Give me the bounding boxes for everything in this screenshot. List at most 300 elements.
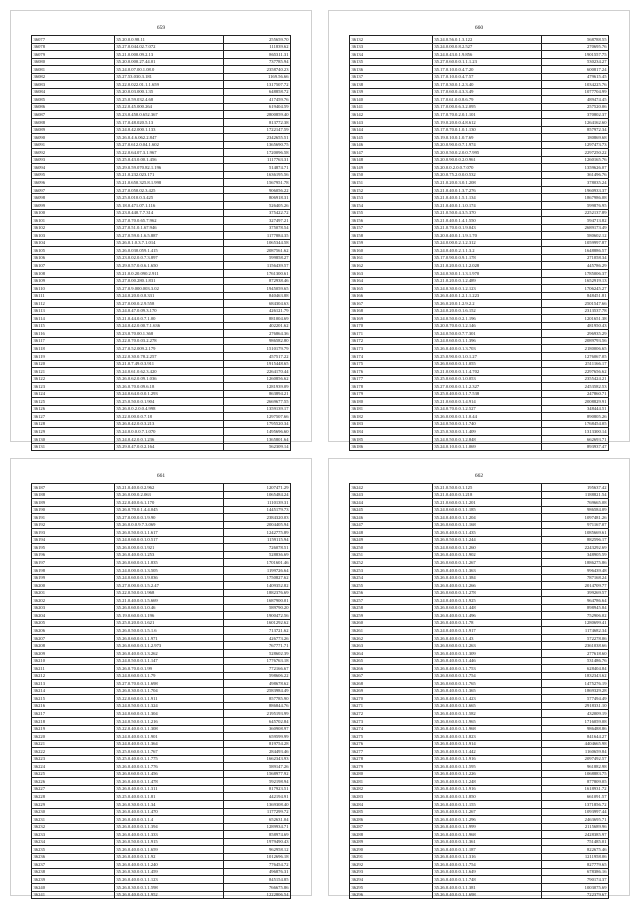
- code-cell: 35.26.0.40.0.0.1.1.470: [114, 808, 223, 816]
- amount-cell: 2115689.96: [541, 823, 608, 831]
- row-id-cell: 36266: [350, 665, 433, 673]
- table-row: [350, 398, 609, 406]
- row-id-cell: 36195: [32, 544, 115, 552]
- table-row: [350, 680, 609, 688]
- code-cell: 35.24.0.43.0.1.9.856: [432, 51, 541, 59]
- table-row: [32, 808, 291, 816]
- code-cell: 35.17.0.70.0.1.0.1.130: [432, 126, 541, 134]
- table-row: [350, 567, 609, 575]
- code-cell: 35.26.0.40.0.0.1.1.649: [432, 868, 541, 876]
- code-cell: 35.26.0.20.0.1.2.9.2.2: [432, 300, 541, 308]
- amount-cell: 1409352.82: [223, 582, 290, 590]
- code-cell: 35.21.0.50.0.4.3.5.370: [432, 209, 541, 217]
- code-cell: 35.20.0.03.000.1.35: [114, 88, 223, 96]
- row-id-cell: 36121: [32, 368, 115, 376]
- row-id-cell: 36225: [32, 770, 115, 778]
- amount-cell: 2180006.65: [541, 345, 608, 353]
- code-cell: 35.27.0.00.0.0.1.1.2.327: [432, 383, 541, 391]
- table-row: [350, 627, 609, 635]
- table-row: [350, 186, 609, 194]
- table-row: [32, 88, 291, 96]
- row-id-cell: 36147: [350, 149, 433, 157]
- code-cell: 35.26.0.50.0.0.1.1.617: [114, 529, 223, 537]
- table-row: [32, 398, 291, 406]
- amount-cell: 817923.51: [223, 785, 290, 793]
- code-cell: 35.26.0.40.0.1.2.1.1.223: [432, 292, 541, 300]
- table-row: [350, 171, 609, 179]
- row-id-cell: 36284: [350, 800, 433, 808]
- code-cell: 35.27.0.59.0.1.6.5.887: [114, 232, 223, 240]
- table-row: [350, 785, 609, 793]
- table-row: [350, 51, 609, 59]
- row-id-cell: 36210: [32, 657, 115, 665]
- code-cell: 35.27.0.050.02.3.425: [114, 186, 223, 194]
- code-cell: 35.26.0.40.0.0.1.1.296: [432, 816, 541, 824]
- amount-cell: 2501547.66: [541, 300, 608, 308]
- amount-cell: 662693.71: [541, 435, 608, 443]
- amount-cell: 1068883.75: [541, 770, 608, 778]
- amount-cell: 752906.02: [541, 612, 608, 620]
- amount-cell: 1750827.62: [223, 574, 290, 582]
- code-cell: 35.26.0.40.0.0.1.1.361: [432, 838, 541, 846]
- amount-cell: 2800859.40: [223, 111, 290, 119]
- row-id-cell: 36150: [350, 171, 433, 179]
- amount-cell: 599858.27: [223, 254, 290, 262]
- row-id-cell: 36128: [32, 420, 115, 428]
- row-id-cell: 36158: [350, 232, 433, 240]
- table-row: [350, 574, 609, 582]
- table-row: [350, 73, 609, 81]
- row-id-cell: 36255: [350, 582, 433, 590]
- code-cell: 35.26.0.40.0.0.1.3.703: [432, 345, 541, 353]
- code-cell: 35.26.0.70.0.0.1.99: [114, 665, 223, 673]
- table-row: [350, 763, 609, 771]
- amount-cell: 840463.88: [223, 292, 290, 300]
- amount-cell: 276864.36: [223, 330, 290, 338]
- ledger-body: [350, 36, 609, 451]
- row-id-cell: 36269: [350, 687, 433, 695]
- table-row: [350, 368, 609, 376]
- code-cell: 35.24.0.56.0.1.3.122: [432, 36, 541, 44]
- table-row: [350, 634, 609, 642]
- code-cell: 35.26.0.60.0.0.1.1.2.973: [114, 642, 223, 650]
- row-id-cell: 36134: [350, 51, 433, 59]
- table-row: [32, 574, 291, 582]
- row-id-cell: 36250: [350, 544, 433, 552]
- row-id-cell: 36282: [350, 785, 433, 793]
- row-id-cell: 36280: [350, 770, 433, 778]
- amount-cell: 1882376.69: [223, 589, 290, 597]
- table-row: [32, 695, 291, 703]
- table-row: [32, 413, 291, 421]
- row-id-cell: 36208: [32, 642, 115, 650]
- amount-cell: 530234.27: [541, 58, 608, 66]
- amount-cell: 2342655.51: [223, 134, 290, 142]
- row-id-cell: 36101: [32, 217, 115, 225]
- code-cell: 35.29.0.59.070.82.1.196: [114, 164, 223, 172]
- amount-cell: 1222806.54: [223, 891, 290, 899]
- code-cell: 35.24.0.60.0.0.1.1.260: [432, 544, 541, 552]
- amount-cell: 432009.19: [541, 710, 608, 718]
- code-cell: 35.26.0.60.0.0.1.0.46: [114, 604, 223, 612]
- code-cell: 35.26.0.40.0.0.1.1.823: [432, 733, 541, 741]
- row-id-cell: 36160: [350, 247, 433, 255]
- row-id-cell: 36082: [32, 73, 115, 81]
- table-row: [32, 627, 291, 635]
- row-id-cell: 36205: [32, 619, 115, 627]
- code-cell: 35.22.0.40.0.0.1.1.308: [114, 725, 223, 733]
- amount-cell: 857972.34: [541, 126, 608, 134]
- table-row: [350, 209, 609, 217]
- table-row: [32, 269, 291, 277]
- row-id-cell: 36186: [350, 443, 433, 451]
- amount-cell: 1960933.37: [541, 186, 608, 194]
- amount-cell: 514874.71: [223, 164, 290, 172]
- amount-cell: 1174682.34: [541, 627, 608, 635]
- code-cell: 35.27.0.00.0.2.9.558: [114, 300, 223, 308]
- code-cell: 35.21.0.00.0.0.1.1.4.702: [432, 368, 541, 376]
- amount-cell: 2689173.49: [541, 224, 608, 232]
- row-id-cell: 36110: [32, 285, 115, 293]
- code-cell: 35.22.0.50.0.0.1.968: [114, 589, 223, 597]
- amount-cell: 648858.72: [223, 88, 290, 96]
- code-cell: 35.22.0.45.000.264: [114, 103, 223, 111]
- row-id-cell: 36246: [350, 514, 433, 522]
- amount-cell: 1276067.05: [541, 352, 608, 360]
- table-row: [350, 725, 609, 733]
- code-cell: 35.20.0.000.27.44.01: [114, 58, 223, 66]
- table-row: [32, 778, 291, 786]
- code-cell: 35.22.0.022.01.1.1.659: [114, 81, 223, 89]
- amount-cell: 1260856.62: [223, 375, 290, 383]
- row-id-cell: 36140: [350, 96, 433, 104]
- code-cell: 35.26.0.40.0.0.1.1.333: [114, 831, 223, 839]
- amount-cell: 457517.22: [223, 352, 290, 360]
- amount-cell: 813772.38: [223, 119, 290, 127]
- row-id-cell: 36234: [32, 838, 115, 846]
- table-row: [350, 428, 609, 436]
- code-cell: 35.25.0.40.0.0.1.1.81: [114, 793, 223, 801]
- amount-cell: 1568977.92: [223, 770, 290, 778]
- row-id-cell: 36102: [32, 224, 115, 232]
- row-id-cell: 36285: [350, 808, 433, 816]
- row-id-cell: 36093: [32, 156, 115, 164]
- code-cell: 35.25.0.60.0.0.1.1.767: [114, 748, 223, 756]
- row-id-cell: 36125: [32, 398, 115, 406]
- table-row: [350, 816, 609, 824]
- table-row: [32, 521, 291, 529]
- amount-cell: 881004.69: [223, 315, 290, 323]
- amount-cell: 790174.37: [541, 876, 608, 884]
- row-id-cell: 36077: [32, 36, 115, 44]
- page-number: 660: [474, 25, 484, 31]
- amount-cell: 2384320.03: [223, 514, 290, 522]
- row-id-cell: 36120: [32, 360, 115, 368]
- row-id-cell: 36221: [32, 740, 115, 748]
- row-id-cell: 36248: [350, 529, 433, 537]
- row-id-cell: 36293: [350, 868, 433, 876]
- code-cell: 35.25.0.40.0.0.1.1.7.538: [432, 390, 541, 398]
- table-row: [32, 194, 291, 202]
- code-cell: 35.26.0.40.0.0.1.1.914: [432, 740, 541, 748]
- row-id-cell: 36123: [32, 383, 115, 391]
- code-cell: 35.17.0.10.0.0.4.7.57: [432, 73, 541, 81]
- code-cell: 35.25.0.30.0.0.1.1.409: [432, 428, 541, 436]
- row-id-cell: 36161: [350, 254, 433, 262]
- row-id-cell: 36171: [350, 330, 433, 338]
- code-cell: 35.24.0.10.0.0.1.1.069: [432, 443, 541, 451]
- amount-cell: 1601292.62: [223, 619, 290, 627]
- code-cell: 35.24.0.60.0.0.1.1.79: [114, 672, 223, 680]
- row-id-cell: 36127: [32, 413, 115, 421]
- amount-cell: 877809.05: [541, 778, 608, 786]
- amount-cell: 2252137.89: [541, 209, 608, 217]
- code-cell: 35.26.0.1.0.3.7.1.014: [114, 239, 223, 247]
- table-row: [350, 420, 609, 428]
- amount-cell: 737785.94: [223, 58, 290, 66]
- amount-cell: 1701601.46: [223, 559, 290, 567]
- table-row: [32, 43, 291, 51]
- amount-cell: 2583984.49: [223, 687, 290, 695]
- code-cell: 35.25.0.50.0.0.1.904: [114, 398, 223, 406]
- row-id-cell: 36291: [350, 853, 433, 861]
- code-cell: 35.26.0.30.0.0.1.1.598: [114, 883, 223, 891]
- row-id-cell: 36268: [350, 680, 433, 688]
- row-id-cell: 36215: [32, 695, 115, 703]
- row-id-cell: 36256: [350, 589, 433, 597]
- amount-cell: 481950.43: [541, 322, 608, 330]
- table-row: [350, 793, 609, 801]
- code-cell: 35.27.0.612.0.04.1.602: [114, 141, 223, 149]
- amount-cell: 1289934.71: [223, 823, 290, 831]
- amount-cell: 628404.84: [541, 665, 608, 673]
- amount-cell: 1445179.73: [223, 506, 290, 514]
- table-row: [350, 506, 609, 514]
- code-cell: 35.23.0.440.7.7.314: [114, 209, 223, 217]
- table-row: [350, 551, 609, 559]
- code-cell: 35.26.0.40.0.0.1.1.155: [432, 800, 541, 808]
- row-id-cell: 36243: [350, 491, 433, 499]
- code-cell: 35.26.0.40.0.0.1.1.187: [432, 846, 541, 854]
- table-row: [32, 171, 291, 179]
- table-row: [32, 491, 291, 499]
- code-cell: 35.27.0.70.0.65.7.962: [114, 217, 223, 225]
- amount-cell: 361496.76: [541, 171, 608, 179]
- row-id-cell: 36287: [350, 823, 433, 831]
- amount-cell: 2918331.10: [541, 702, 608, 710]
- code-cell: 35.26.0.40.0.0.1.1.384: [432, 574, 541, 582]
- code-cell: 35.21.0.40.0.1.1.0.174: [432, 202, 541, 210]
- row-id-cell: 36223: [32, 755, 115, 763]
- amount-cell: 865311.31: [223, 51, 290, 59]
- code-cell: 35.24.0.61.0.62.3.420: [114, 368, 223, 376]
- code-cell: 35.25.0.40.0.0.1.1.775: [114, 755, 223, 763]
- table-row: [350, 665, 609, 673]
- row-id-cell: 36226: [32, 778, 115, 786]
- code-cell: 35.26.0.40.0.0.1.1.316: [432, 853, 541, 861]
- page-660: [328, 10, 630, 450]
- row-id-cell: 36108: [32, 269, 115, 277]
- table-row: [350, 134, 609, 142]
- code-cell: 35.20.0.75.2.0.0.0.532: [432, 171, 541, 179]
- code-cell: 35.24.0.60.0.0.1.1.396: [432, 337, 541, 345]
- row-id-cell: 36275: [350, 733, 433, 741]
- row-id-cell: 36271: [350, 702, 433, 710]
- amount-cell: 906056.22: [223, 186, 290, 194]
- amount-cell: 375422.72: [223, 209, 290, 217]
- row-id-cell: 36133: [350, 43, 433, 51]
- table-row: [350, 853, 609, 861]
- row-id-cell: 36094: [32, 164, 115, 172]
- amount-cell: 568788.55: [541, 36, 608, 44]
- code-cell: 35.26.0.70.0.09.6.18: [114, 383, 223, 391]
- row-id-cell: 36091: [32, 141, 115, 149]
- table-row: [350, 687, 609, 695]
- row-id-cell: 36188: [32, 491, 115, 499]
- row-id-cell: 36295: [350, 883, 433, 891]
- code-cell: 35.20.0.90.0.0.7.1.974: [432, 141, 541, 149]
- amount-cell: 2355424.21: [541, 375, 608, 383]
- amount-cell: 858974.69: [223, 831, 290, 839]
- row-id-cell: 36212: [32, 672, 115, 680]
- table-row: [32, 800, 291, 808]
- table-row: [32, 36, 291, 44]
- amount-cell: 2008829.91: [541, 398, 608, 406]
- amount-cell: 589790.20: [223, 604, 290, 612]
- table-row: [32, 51, 291, 59]
- row-id-cell: 36249: [350, 536, 433, 544]
- row-id-cell: 36090: [32, 134, 115, 142]
- table-row: [350, 748, 609, 756]
- table-row: [350, 88, 609, 96]
- code-cell: 35.21.0.20.0.0.1.2.489: [432, 277, 541, 285]
- amount-cell: 1242775.89: [223, 529, 290, 537]
- amount-cell: 1188821.54: [541, 491, 608, 499]
- code-cell: 35.26.0.40.0.0.1.1.698: [432, 891, 541, 899]
- amount-cell: 1365801.64: [223, 435, 290, 443]
- table-row: [350, 345, 609, 353]
- page-number: 662: [474, 473, 484, 479]
- table-row: [32, 81, 291, 89]
- code-cell: 35.27.0.00.280.1.831: [114, 277, 223, 285]
- code-cell: 35.26.0.60.0.0.1.1.754: [432, 672, 541, 680]
- amount-cell: 1687900.01: [223, 597, 290, 605]
- code-cell: 35.21.0.40.0.1.5.1.134: [432, 194, 541, 202]
- table-row: [350, 582, 609, 590]
- amount-cell: 1065484.24: [223, 491, 290, 499]
- amount-cell: 1768454.05: [541, 420, 608, 428]
- row-id-cell: 36278: [350, 755, 433, 763]
- table-row: [32, 119, 291, 127]
- table-row: [350, 254, 609, 262]
- table-row: [32, 285, 291, 293]
- table-row: [350, 141, 609, 149]
- code-cell: 35.26.0.40.0.0.1.1.423: [432, 695, 541, 703]
- amount-cell: 996439.48: [541, 567, 608, 575]
- code-cell: 35.25.0.60.0.0.1.0.053: [432, 375, 541, 383]
- row-id-cell: 36211: [32, 665, 115, 673]
- table-row: [32, 868, 291, 876]
- code-cell: 35.26.0.40.0.0.1.1.659: [114, 846, 223, 854]
- code-cell: 35.26.0.30.0.0.1.1.459: [114, 868, 223, 876]
- table-row: [350, 876, 609, 884]
- table-row: [32, 544, 291, 552]
- code-cell: 35.26.0.40.0.0.1.1.582: [432, 710, 541, 718]
- code-cell: 35.26.0.0.2.0.0.4.998: [114, 405, 223, 413]
- row-id-cell: 36169: [350, 315, 433, 323]
- row-id-cell: 36142: [350, 111, 433, 119]
- row-id-cell: 36162: [350, 262, 433, 270]
- code-cell: 35.24.0.47.0.09.3.170: [114, 307, 223, 315]
- code-cell: 35.21.0.7.49.0.3.911: [114, 360, 223, 368]
- row-id-cell: 36227: [32, 785, 115, 793]
- row-id-cell: 36145: [350, 134, 433, 142]
- table-row: [32, 360, 291, 368]
- table-row: [350, 695, 609, 703]
- table-row: [350, 770, 609, 778]
- code-cell: 35.24.0.50.0.0.7.7.301: [432, 330, 541, 338]
- row-id-cell: 36260: [350, 619, 433, 627]
- table-row: [350, 239, 609, 247]
- amount-cell: 964786.64: [541, 597, 608, 605]
- table-row: [32, 717, 291, 725]
- table-row: [32, 861, 291, 869]
- amount-cell: 1012696.18: [223, 853, 290, 861]
- table-row: [32, 793, 291, 801]
- row-id-cell: 36207: [32, 634, 115, 642]
- table-row: [350, 96, 609, 104]
- row-id-cell: 36157: [350, 224, 433, 232]
- amount-cell: 2358740.23: [223, 66, 290, 74]
- table-row: [32, 733, 291, 741]
- amount-cell: 370802.37: [541, 111, 608, 119]
- amount-cell: 589147.26: [223, 763, 290, 771]
- code-cell: 35.26.0.40.0.0.1.1.753: [432, 665, 541, 673]
- row-id-cell: 36088: [32, 119, 115, 127]
- row-id-cell: 36231: [32, 816, 115, 824]
- row-id-cell: 36103: [32, 232, 115, 240]
- amount-cell: 772166.67: [223, 665, 290, 673]
- table-row: [32, 785, 291, 793]
- table-row: [350, 300, 609, 308]
- table-row: [32, 672, 291, 680]
- row-id-cell: 36154: [350, 202, 433, 210]
- amount-cell: 1097481.26: [541, 514, 608, 522]
- amount-cell: 882596.17: [541, 536, 608, 544]
- table-row: [32, 352, 291, 360]
- table-row: [32, 567, 291, 575]
- amount-cell: 722379.67: [541, 891, 608, 899]
- row-id-cell: 36170: [350, 322, 433, 330]
- table-row: [32, 529, 291, 537]
- amount-cell: 1297473.73: [541, 141, 608, 149]
- row-id-cell: 36155: [350, 209, 433, 217]
- amount-cell: 1716059.08: [541, 717, 608, 725]
- row-id-cell: 36214: [32, 687, 115, 695]
- row-id-cell: 36098: [32, 194, 115, 202]
- amount-cell: 1776763.18: [223, 657, 290, 665]
- row-id-cell: 36136: [350, 66, 433, 74]
- row-id-cell: 36272: [350, 710, 433, 718]
- amount-cell: 2313537.78: [541, 307, 608, 315]
- amount-cell: 1706245.27: [541, 285, 608, 293]
- row-id-cell: 36262: [350, 634, 433, 642]
- amount-cell: 1156439.57: [223, 262, 290, 270]
- row-id-cell: 36099: [32, 202, 115, 210]
- code-cell: 35.26.0.70.0.1.4.4.045: [114, 506, 223, 514]
- row-id-cell: 36168: [350, 307, 433, 315]
- code-cell: 35.26.0.60.0.0.1.1.267: [432, 559, 541, 567]
